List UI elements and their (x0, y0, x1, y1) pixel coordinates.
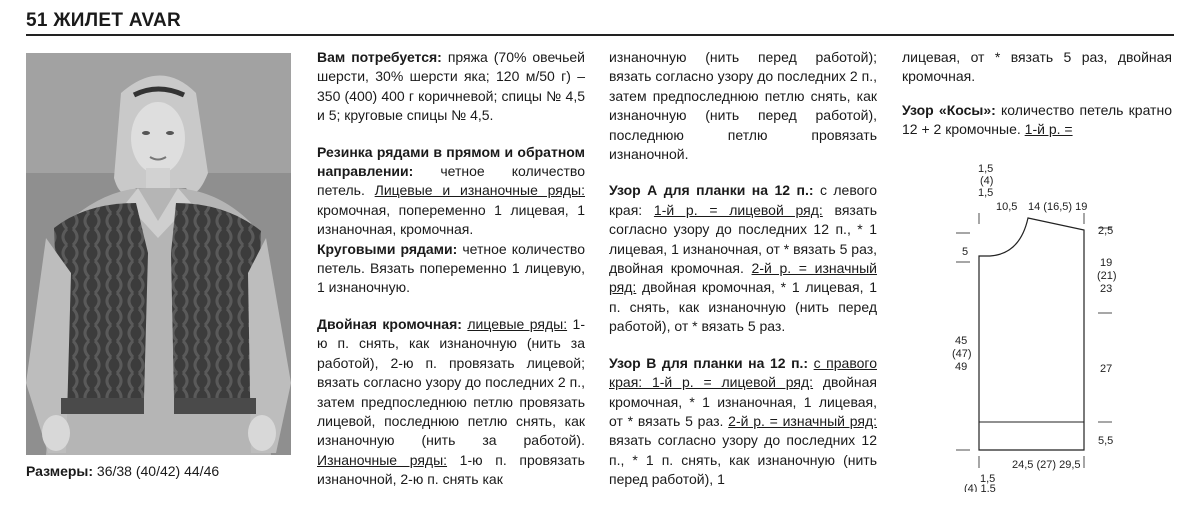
double-edge-paragraph (317, 315, 585, 490)
pattern-a-paragraph (609, 181, 877, 336)
model-photo (26, 53, 291, 455)
dim-top-left-1: 1,5 (978, 163, 994, 175)
dim-right-mid-2: (21) (1097, 270, 1117, 282)
dim-top-right: 14 (16,5) 19 (1028, 201, 1088, 213)
dim-left-big-1: 45 (955, 335, 968, 347)
double-edge-continued: изнаночную (нить перед работой); вязать согласно узору до последних 2 п., затем предпоследнюю петлю снять, как изнаночную (нить перед работой), последнюю петлю провязать изнаночной. (609, 49, 877, 163)
materials-text: пряжа (70% овечьей шерсти, 30% шерсти яка; 120 м/50 г) – 350 (400) 400 г коричневой; спицы № 4,5 и 5; круговые спицы № 4,5. (317, 49, 585, 124)
pattern-b-continued: лицевая, от * вязать 5 раз, двойная кромочная. (902, 49, 1172, 85)
text-column-1 (317, 48, 585, 507)
page-title: 51 ЖИЛЕТ AVAR (26, 10, 182, 31)
cables-row1-label: 1-й р. = (1024, 121, 1073, 138)
pattern-b-row1-label: с правого края: 1-й р. = лицевой ряд: (609, 354, 877, 391)
rib-flat-text: четное количество петель. (317, 163, 585, 199)
pattern-b-text-3: вязать согласно узору до последних 12 п., * 1 п. снять, как изнаночную (нить перед работой), 1 (609, 432, 877, 488)
garment-outline (979, 218, 1084, 450)
title-divider (26, 34, 1174, 36)
pattern-b-paragraph (609, 354, 877, 490)
pattern-b-heading: Узор В для планки на 12 п.: (609, 354, 809, 371)
pattern-a-row1-label: 1-й р. = лицевой ряд: (653, 201, 823, 218)
text-column-2 (609, 48, 877, 507)
rib-flat-heading: Резинка рядами в прямом и обратном направлении: (317, 143, 585, 180)
dim-left-big-2: (47) (952, 348, 972, 360)
double-edge-heading: Двойная кромочная: (317, 315, 462, 332)
cables-paragraph (902, 101, 1172, 140)
pattern-b-text-2: двойная кромочная, * 1 изнаночная, 1 лицевая, от * вязать 5 раз. (609, 374, 877, 429)
pattern-a-text: с левого края: (609, 182, 877, 218)
rib-round-paragraph (317, 240, 585, 298)
dim-left-big-3: 49 (955, 361, 968, 373)
pattern-a-text-2: вязать согласно узору до последних 12 п., * 1 лицевая, 1 изнаночная, от * вязать 5 раз, двойная кромочная. (609, 201, 878, 277)
dim-bottom-mid: 24,5 (27) 29,5 (1012, 459, 1081, 471)
dim-left-5: 5 (962, 246, 969, 258)
double-edge-text: 1-ю п. снять, как изнаночную (нить за работой), 2-ю п. провязать лицевой; вязать согласно узору до последних 2 п., затем предпоследнюю петлю провязать лицевой, последнюю петлю снять, как изнаночную (нить за работой). (317, 315, 585, 449)
dim-right-27: 27 (1100, 363, 1113, 375)
dim-bottom-left-1: 1,5 (980, 473, 996, 485)
model-photo-illustration (26, 53, 291, 455)
sizes-value: 36/38 (40/42) 44/46 (93, 463, 220, 479)
cables-text: количество петель кратно 12 + 2 кромочные. (902, 101, 1172, 138)
rib-flat-paragraph (317, 143, 585, 240)
dim-right-bottom: 5,5 (1098, 435, 1114, 447)
pattern-a-row2-label: 2-й р. = изначный ряд: (609, 260, 877, 296)
sizes-line (26, 463, 219, 479)
pattern-a-heading: Узор А для планки на 12 п.: (609, 182, 814, 199)
dim-right-top: 2,5 (1098, 225, 1114, 237)
dim-top-left-3: 1,5 (978, 187, 994, 199)
rib-flat-rows-label: Лицевые и изнаночные ряды: (374, 182, 585, 199)
text-column-3 (902, 48, 1172, 154)
pattern-a-text-3: двойная кромочная, * 1 лицевая, 1 п. снять, как изнаночную (нить перед работой), от * вязать 5 раз. (609, 279, 877, 335)
dim-top-left-2: (4) (980, 175, 994, 187)
rib-flat-text-2: кромочная, попеременно 1 лицевая, 1 изнаночная, кромочная. (317, 201, 585, 238)
double-edge-rs-label: лицевые ряды: (467, 315, 568, 332)
dim-right-mid-3: 23 (1100, 283, 1113, 295)
rib-round-heading: Круговыми рядами: (317, 240, 458, 257)
pattern-b-row2-label: 2-й р. = изначный ряд: (728, 412, 877, 429)
materials-heading: Вам потребуется: (317, 49, 442, 65)
dim-bottom-left-2: (4) 1,5 (964, 483, 996, 492)
cables-heading: Узор «Косы»: (902, 101, 996, 118)
sizes-label: Размеры: (26, 463, 94, 479)
dim-right-mid-1: 19 (1100, 257, 1113, 269)
materials-paragraph (317, 48, 585, 126)
schematic-diagram (940, 158, 1180, 492)
dim-top-mid: 10,5 (996, 201, 1018, 213)
double-edge-ws-label: Изнаночные ряды: (317, 451, 448, 468)
double-edge-text-2: 1-ю п. провязать изнаночной, 2-ю п. снять как (317, 451, 585, 488)
rib-round-text: четное количество петель. Вязать попеременно 1 лицевую, 1 изнаночную. (317, 240, 585, 296)
